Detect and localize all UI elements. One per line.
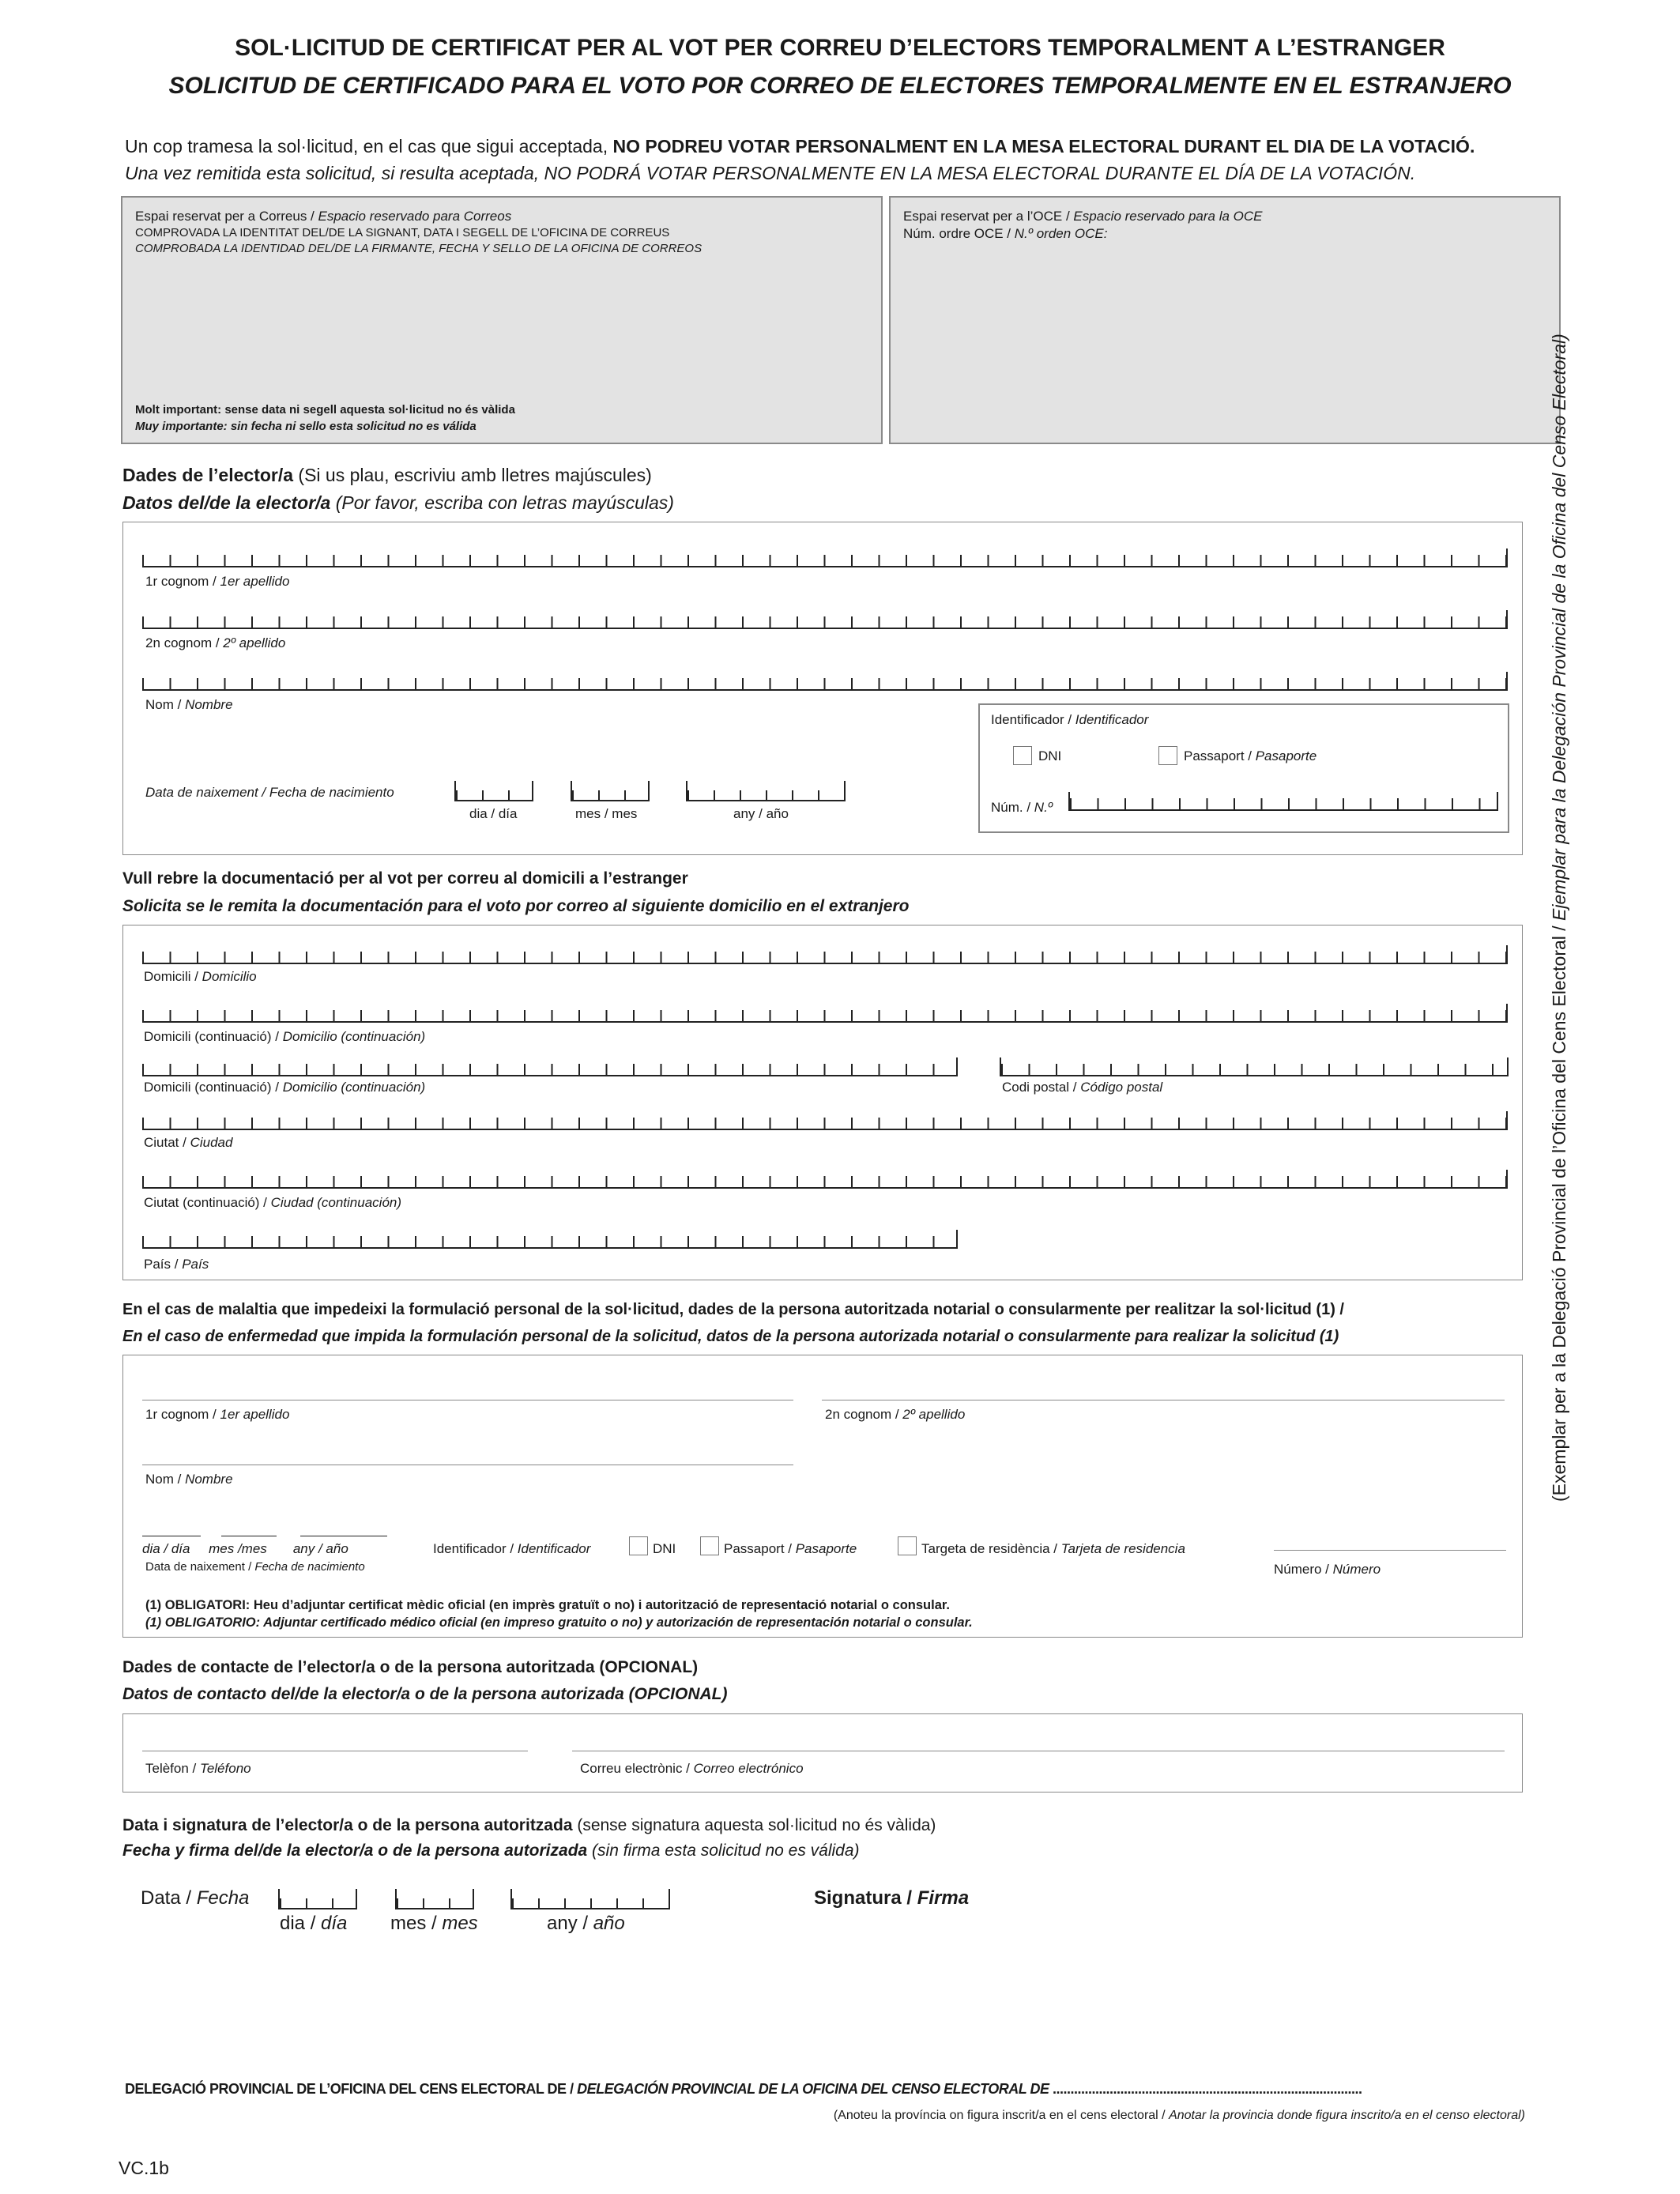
name-input[interactable] [142,672,1508,691]
auth-identifier-label [433,1541,590,1557]
phone-input[interactable] [142,1750,528,1751]
domicile-cont1-input[interactable] [142,1004,1508,1023]
birth-date-label: Data de naixement / Fecha de nacimiento [145,785,394,800]
auth-name-label-es: Nombre [185,1472,233,1487]
email-label-ca: Correu electrònic / [580,1761,694,1776]
vertical-copy-note [1549,150,1570,1502]
country-label-ca: País / [144,1257,183,1272]
auth-surname1-input[interactable] [142,1399,793,1400]
city-cont-input[interactable] [142,1170,1508,1189]
mandatory-note-ca: (1) OBLIGATORI: Heu d’adjuntar certificat mèdic oficial (en imprès gratuït o no) i autorització de representació notarial o consular. [145,1598,950,1612]
correos-heading [135,209,511,224]
surname1-label-ca: 1r cognom / [145,574,220,589]
city-input[interactable] [142,1111,1508,1130]
id-number-input[interactable] [1068,792,1498,811]
postal-code-label-es: Código postal [1080,1080,1163,1095]
intro-catalan-bold: NO PODREU VOTAR PERSONALMENT EN LA MESA ELECTORAL DURANT EL DIA DE LA VOTACIÓ. [612,136,1475,156]
surname2-label [145,635,285,651]
intro-catalan-plain: Un cop tramesa la sol·licitud, en el cas que sigui acceptada, [125,136,613,156]
passport-checkbox[interactable] [1158,746,1177,765]
birth-day-label: dia / día [469,806,518,821]
surname1-input[interactable] [142,548,1508,567]
domicile-label-es: Domicilio [202,969,257,984]
name-label [145,697,233,713]
sign-date-label-es: Fecha [196,1887,250,1909]
footer-province-note-es: Anotar la provincia donde figura inscrito/a en el censo electoral) [1169,2109,1525,2122]
birth-year-input[interactable] [686,781,846,801]
passport-label-ca: Passaport / [1184,748,1256,763]
postal-code-label [1002,1080,1162,1095]
auth-birth-label-es: Fecha de nacimiento [254,1560,365,1574]
title-catalan: SOL·LICITUD DE CERTIFICAT PER AL VOT PER CORREU D’ELECTORS TEMPORALMENT A L’ESTRANGER [235,35,1445,61]
address-heading-es: Solicita se le remita la documentación para el voto por correo al siguiente domicilio en el extranjero [122,897,910,915]
address-frame [122,925,1523,1280]
identifier-title-es: Identificador [1075,712,1149,727]
authorized-heading-es: En el caso de enfermedad que impida la formulación personal de la solicitud, datos de la persona autorizada notarial o consularmente para realizar la solicitud (1) [122,1328,1339,1345]
sign-year-label [547,1913,625,1935]
domicile-cont1-label-ca: Domicili (continuació) / [144,1029,283,1044]
authorized-frame [122,1355,1523,1638]
signature-heading-ca-bold: Data i signatura de l’elector/a o de la persona autoritzada [122,1816,573,1834]
auth-birth-label-ca: Data de naixement / [145,1560,255,1574]
contact-heading-es: Datos de contacto del/de la elector/a o de la persona autorizada (OPCIONAL) [122,1685,728,1703]
sign-month-label-es: mes [442,1913,478,1934]
oce-order-ca: Núm. ordre OCE / [903,226,1015,241]
correos-warning-es: Muy importante: sin fecha ni sello esta solicitud no es válida [135,420,477,433]
name-label-es: Nombre [185,697,233,712]
auth-passport-label [724,1541,857,1557]
elector-heading-es-bold: Datos del/de la elector/a [122,492,331,513]
signature-heading-es-plain: (sin firma esta solicitud no es válida) [587,1842,860,1860]
correos-box [121,196,883,444]
postal-code-input[interactable] [1000,1057,1509,1076]
auth-dni-checkbox[interactable] [629,1536,648,1555]
auth-passport-label-es: Pasaporte [795,1541,857,1556]
birth-day-input[interactable] [454,781,533,801]
auth-surname1-label [145,1407,289,1423]
birth-month-input[interactable] [571,781,650,801]
sign-year-label-ca: any / [547,1913,593,1934]
footer-province-note-ca: (Anoteu la província on figura inscrit/a en el cens electoral / [833,2109,1170,2122]
auth-surname2-label-ca: 2n cognom / [825,1407,903,1422]
oce-box [889,196,1561,444]
auth-name-label-ca: Nom / [145,1472,186,1487]
id-number-label-es: N.º [1034,800,1053,815]
auth-dni-label: DNI [653,1541,676,1556]
dni-checkbox[interactable] [1013,746,1032,765]
auth-number-label-es: Número [1332,1562,1381,1577]
phone-label-ca: Telèfon / [145,1761,200,1776]
auth-residence-label-ca: Targeta de residència / [921,1541,1061,1556]
correos-heading-es: Espacio reservado para Correos [318,209,512,224]
birth-month-label: mes / mes [575,806,638,821]
domicile-cont2-label [144,1080,425,1095]
signature-field-label-ca: Signatura / [814,1887,917,1909]
auth-number-label [1274,1562,1381,1578]
sign-day-label-ca: dia / [280,1913,322,1934]
correos-verified-es: COMPROBADA LA IDENTIDAD DEL/DE LA FIRMANTE, FECHA Y SELLO DE LA OFICINA DE CORREOS [135,242,703,255]
identifier-title [991,712,1148,728]
passport-label-es: Pasaporte [1255,748,1317,763]
auth-birth-day-input[interactable] [142,1535,201,1536]
sign-day-label [280,1913,347,1935]
surname1-label-es: 1er apellido [220,574,290,589]
auth-name-input[interactable] [142,1464,793,1465]
domicile-label [144,969,257,985]
auth-number-input[interactable] [1274,1549,1506,1551]
authorized-heading-ca: En el cas de malaltia que impedeixi la formulació personal de la sol·licitud, dades de la persona autoritzada notarial o consularmente per realitzar la sol·licitud (1) / [122,1301,1344,1318]
city-label-ca: Ciutat / [144,1135,190,1150]
auth-surname2-label-es: 2º apellido [902,1407,966,1422]
auth-identifier-label-ca: Identificador / [433,1541,518,1556]
elector-heading-es [122,492,674,514]
sign-date-label-ca: Data / [141,1887,197,1909]
signature-heading-es [122,1842,860,1860]
signature-heading-es-bold: Fecha y firma del/de la elector/a o de la persona autorizada [122,1842,588,1860]
title-spanish: SOLICITUD DE CERTIFICADO PARA EL VOTO POR CORREO DE ELECTORES TEMPORALMENTE EN EL ESTRANJERO [168,73,1512,99]
city-cont-label-ca: Ciutat (continuació) / [144,1195,271,1210]
contact-frame [122,1713,1523,1793]
country-input[interactable] [142,1230,958,1249]
footer-delegation-ca: DELEGACIÓ PROVINCIAL DE L’OFICINA DEL CENS ELECTORAL DE / [125,2081,578,2097]
footer-province-note [834,2109,1525,2123]
sign-year-input[interactable] [510,1889,670,1909]
correos-heading-ca: Espai reservat per a Correus / [135,209,318,224]
email-input[interactable] [572,1750,1505,1751]
sign-month-label-ca: mes / [390,1913,443,1934]
domicile-cont1-label-es: Domicilio (continuación) [282,1029,426,1044]
name-label-ca: Nom / [145,697,186,712]
footer-dots[interactable]: ....................................................................................... [1049,2081,1362,2097]
postal-code-label-ca: Codi postal / [1002,1080,1081,1095]
address-heading-ca: Vull rebre la documentació per al vot per correu al domicili a l’estranger [122,869,688,888]
city-label-es: Ciudad [190,1135,233,1150]
surname2-label-es: 2º apellido [223,635,286,650]
form-code: VC.1b [119,2158,169,2178]
auth-number-label-ca: Número / [1274,1562,1333,1577]
sign-day-input[interactable] [278,1889,357,1909]
footer-delegation [125,2081,1362,2098]
auth-surname1-label-es: 1er apellido [220,1407,290,1422]
domicile-cont2-input[interactable] [142,1057,958,1076]
email-label-es: Correo electrónico [693,1761,804,1776]
domicile-label-ca: Domicili / [144,969,202,984]
auth-residence-label-es: Tarjeta de residencia [1060,1541,1185,1556]
city-label [144,1135,232,1151]
country-label [144,1257,209,1272]
signature-heading-ca-plain: (sense signatura aquesta sol·licitud no és vàlida) [572,1816,936,1834]
identifier-title-ca: Identificador / [991,712,1075,727]
elector-heading-ca-bold: Dades de l’elector/a [122,465,294,485]
auth-surname1-label-ca: 1r cognom / [145,1407,220,1422]
city-cont-label-es: Ciudad (continuación) [270,1195,402,1210]
sign-day-label-es: día [321,1913,348,1934]
birth-year-label: any / año [733,806,789,821]
phone-label [145,1761,251,1777]
auth-birth-label [145,1560,365,1574]
vertical-copy-note-ca: (Exemplar per a la Delegació Provincial de l’Oficina del Cens Electoral / [1549,920,1569,1502]
oce-heading [903,209,1262,224]
auth-residence-label [921,1541,1185,1557]
signature-field-label[interactable] [814,1887,969,1909]
id-number-label [991,800,1053,816]
auth-date-parts-label: dia / día mes /mes any / año [142,1541,348,1556]
oce-order-number [903,226,1107,242]
auth-birth-year-input[interactable] [300,1535,387,1536]
surname1-label [145,574,289,590]
id-number-label-ca: Núm. / [991,800,1034,815]
city-cont-label [144,1195,401,1211]
sign-month-label [390,1913,478,1935]
domicile-cont2-label-ca: Domicili (continuació) / [144,1080,283,1095]
correos-verified-ca: COMPROVADA LA IDENTITAT DEL/DE LA SIGNANT, DATA I SEGELL DE L’OFICINA DE CORREUS [135,226,670,239]
signature-field-label-es: Firma [917,1887,970,1909]
auth-name-label [145,1472,233,1487]
auth-surname2-input[interactable] [822,1399,1505,1400]
passport-label [1184,748,1317,764]
auth-passport-checkbox[interactable] [700,1536,719,1555]
oce-heading-ca: Espai reservat per a l’OCE / [903,209,1074,224]
phone-label-es: Teléfono [200,1761,251,1776]
sign-year-label-es: año [593,1913,625,1934]
elector-heading-ca-plain: (Si us plau, escriviu amb lletres majúscules) [293,465,652,485]
footer-delegation-es: DELEGACIÓN PROVINCIAL DE LA OFICINA DEL CENSO ELECTORAL DE [577,2081,1049,2097]
domicile-cont1-label [144,1029,425,1045]
sign-date-label [141,1887,249,1909]
identifier-box [978,703,1509,833]
elector-heading-ca [122,465,652,486]
surname2-input[interactable] [142,610,1508,629]
oce-order-es: N.º orden OCE: [1014,226,1108,241]
vertical-copy-note-es: Ejemplar para la Delegación Provincial de la Oficina del Censo Electoral) [1549,334,1569,921]
auth-identifier-label-es: Identificador [517,1541,591,1556]
auth-passport-label-ca: Passaport / [724,1541,796,1556]
domicile-input[interactable] [142,945,1508,964]
auth-birth-month-input[interactable] [221,1535,277,1536]
correos-warning-ca: Molt important: sense data ni segell aquesta sol·licitud no és vàlida [135,403,515,417]
auth-surname2-label [825,1407,965,1423]
elector-heading-es-plain: (Por favor, escriba con letras mayúsculas) [330,492,674,513]
mandatory-note-es: (1) OBLIGATORIO: Adjuntar certificado médico oficial (en impreso gratuito o no) y autorización de representación notarial o consular. [145,1615,973,1630]
surname2-label-ca: 2n cognom / [145,635,224,650]
dni-label: DNI [1038,748,1062,763]
auth-residence-checkbox[interactable] [898,1536,917,1555]
sign-month-input[interactable] [395,1889,474,1909]
email-label [580,1761,804,1777]
intro-spanish: Una vez remitida esta solicitud, si resulta aceptada, NO PODRÁ VOTAR PERSONALMENTE EN LA MESA ELECTORAL DURANTE EL DÍA DE LA VOTACIÓN. [125,163,1416,183]
intro-catalan [125,136,1475,157]
contact-heading-ca: Dades de contacte de l’elector/a o de la persona autoritzada (OPCIONAL) [122,1658,699,1676]
signature-heading-ca [122,1816,936,1835]
oce-heading-es: Espacio reservado para la OCE [1073,209,1263,224]
domicile-cont2-label-es: Domicilio (continuación) [282,1080,426,1095]
country-label-es: País [182,1257,209,1272]
